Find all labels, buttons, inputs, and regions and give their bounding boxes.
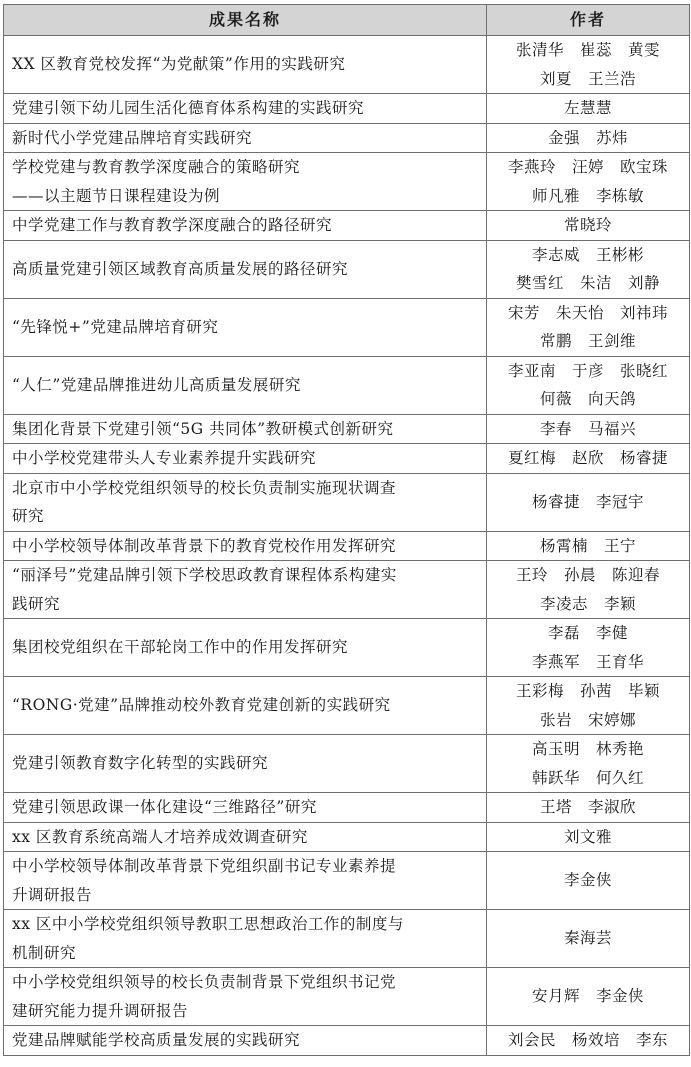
table-row bbox=[4, 735, 690, 793]
table-row bbox=[4, 1026, 690, 1056]
authors-line: 李亚南 于彦 张晓红 bbox=[507, 361, 668, 380]
authors-line: 杨睿捷 李冠宇 bbox=[531, 492, 644, 511]
authors-line: 常鹏 王剑维 bbox=[539, 332, 636, 350]
result-title-cell bbox=[4, 153, 487, 211]
authors-cell bbox=[487, 852, 690, 910]
authors-line: 李春 马福兴 bbox=[539, 419, 636, 438]
authors-line: 王塔 李淑欣 bbox=[539, 798, 636, 816]
authors-line: 夏红梅 赵欣 杨睿捷 bbox=[507, 449, 668, 467]
authors-line: 刘文雅 bbox=[563, 827, 612, 846]
result-title-cell bbox=[4, 36, 487, 94]
authors-cell bbox=[487, 619, 690, 677]
table-row bbox=[4, 444, 690, 474]
result-title-cell bbox=[4, 619, 487, 677]
table-row bbox=[4, 123, 690, 153]
authors-cell bbox=[487, 968, 690, 1026]
authors-cell bbox=[487, 1026, 690, 1056]
authors-cell bbox=[487, 735, 690, 793]
result-title-cell bbox=[4, 444, 487, 474]
authors-cell bbox=[487, 414, 690, 444]
result-title-line: 中小学校党建带头人专业素养提升实践研究 bbox=[12, 449, 317, 467]
result-title-cell bbox=[4, 822, 487, 852]
result-title-line: 集团校党组织在干部轮岗工作中的作用发挥研究 bbox=[12, 638, 349, 657]
authors-cell bbox=[487, 211, 690, 241]
authors-line: 刘夏 王兰浩 bbox=[539, 69, 636, 88]
result-title-line: 党建品牌赋能学校高质量发展的实践研究 bbox=[12, 1031, 301, 1049]
table-row bbox=[4, 153, 690, 211]
result-title-line: “先锋悦+”党建品牌培育研究 bbox=[12, 317, 219, 336]
result-title-line: XX 区教育党校发挥“为党献策”作用的实践研究 bbox=[12, 55, 346, 74]
authors-cell bbox=[487, 561, 690, 619]
result-title-cell bbox=[4, 473, 487, 531]
authors-line: 王彩梅 孙茜 毕颖 bbox=[515, 682, 660, 700]
authors-line: 张清华 崔蕊 黄雯 bbox=[515, 41, 660, 59]
authors-cell bbox=[487, 473, 690, 531]
authors-line: 李燕玲 汪婷 欧宝珠 bbox=[507, 158, 668, 176]
authors-cell bbox=[487, 123, 690, 153]
table-row bbox=[4, 968, 690, 1026]
result-title-line: 集团化背景下党建引领“5G 共同体”教研模式创新研究 bbox=[12, 419, 394, 438]
authors-cell bbox=[487, 356, 690, 414]
result-title-line: 党建引领教育数字化转型的实践研究 bbox=[12, 754, 269, 773]
authors-cell bbox=[487, 298, 690, 356]
table-row bbox=[4, 619, 690, 677]
table-row bbox=[4, 910, 690, 968]
table-row bbox=[4, 677, 690, 735]
header-row bbox=[4, 5, 690, 36]
authors-line: 李志威 王彬彬 bbox=[531, 245, 644, 264]
table-row bbox=[4, 94, 690, 124]
table-row bbox=[4, 531, 690, 561]
result-title-cell bbox=[4, 123, 487, 153]
result-title-line: 研究 bbox=[12, 507, 45, 525]
authors-line: 张岩 宋婷娜 bbox=[539, 710, 636, 729]
result-title-cell bbox=[4, 1026, 487, 1056]
result-title-line: 升调研报告 bbox=[12, 885, 93, 904]
result-title-line: “丽泽号”党建品牌引领下学校思政教育课程体系构建实 bbox=[12, 566, 397, 584]
result-title-cell bbox=[4, 561, 487, 619]
result-title-line: 党建引领思政课一体化建设“三维路径”研究 bbox=[12, 798, 317, 816]
result-title-line: xx 区教育系统高端人才培养成效调查研究 bbox=[12, 827, 308, 846]
result-title-line: 党建引领下幼儿园生活化德育体系构建的实践研究 bbox=[12, 99, 365, 117]
results-table bbox=[3, 4, 690, 1056]
result-title-line: 学校党建与教育教学深度融合的策略研究 bbox=[12, 158, 301, 176]
result-title-cell bbox=[4, 94, 487, 124]
result-title-line: 践研究 bbox=[12, 594, 61, 613]
authors-cell bbox=[487, 910, 690, 968]
authors-line: 李金侠 bbox=[563, 871, 612, 890]
result-title-line: “人仁”党建品牌推进幼儿高质量发展研究 bbox=[12, 375, 301, 394]
result-title-line: 中小学校领导体制改革背景下的教育党校作用发挥研究 bbox=[12, 536, 397, 555]
result-title-cell bbox=[4, 414, 487, 444]
authors-line: 李凌志 李颖 bbox=[539, 594, 636, 613]
table-row bbox=[4, 356, 690, 414]
result-title-line: ——以主题节日课程建设为例 bbox=[12, 186, 221, 205]
authors-line: 宋芳 朱天怡 刘祎玮 bbox=[507, 303, 668, 322]
result-title-line: xx 区中小学校党组织领导教职工思想政治工作的制度与 bbox=[12, 915, 404, 933]
result-title-line: 新时代小学党建品牌培育实践研究 bbox=[12, 128, 253, 147]
table-row bbox=[4, 240, 690, 298]
result-title-line: 中小学校党组织领导的校长负责制背景下党组织书记党 bbox=[12, 973, 397, 991]
authors-line: 秦海芸 bbox=[563, 929, 612, 948]
table-body bbox=[4, 36, 690, 1056]
authors-line: 樊雪红 朱洁 刘静 bbox=[515, 274, 660, 292]
authors-cell bbox=[487, 240, 690, 298]
authors-cell bbox=[487, 822, 690, 852]
authors-line: 何薇 向天鸽 bbox=[539, 390, 636, 408]
authors-line: 高玉明 林秀艳 bbox=[531, 740, 644, 758]
result-title-cell bbox=[4, 356, 487, 414]
authors-line: 金强 苏炜 bbox=[547, 128, 628, 147]
result-title-line: 高质量党建引领区域教育高质量发展的路径研究 bbox=[12, 259, 349, 278]
authors-cell bbox=[487, 94, 690, 124]
authors-line: 韩跃华 何久红 bbox=[531, 768, 644, 787]
result-title-cell bbox=[4, 968, 487, 1026]
authors-line: 李燕军 王育华 bbox=[531, 652, 644, 671]
authors-line: 安月辉 李金侠 bbox=[531, 987, 644, 1006]
authors-cell bbox=[487, 153, 690, 211]
result-title-line: 北京市中小学校党组织领导的校长负责制实施现状调查 bbox=[12, 478, 397, 497]
result-title-line: 中学党建工作与教育教学深度融合的路径研究 bbox=[12, 216, 333, 234]
header-title: 成果名称 bbox=[4, 5, 487, 36]
authors-line: 王玲 孙晨 陈迎春 bbox=[515, 566, 660, 584]
table-row bbox=[4, 852, 690, 910]
table-row bbox=[4, 298, 690, 356]
result-title-cell bbox=[4, 793, 487, 823]
header-author: 作者 bbox=[487, 5, 690, 36]
result-title-line: 建研究能力提升调研报告 bbox=[12, 1001, 189, 1020]
result-title-cell bbox=[4, 298, 487, 356]
table-row bbox=[4, 414, 690, 444]
result-title-cell bbox=[4, 910, 487, 968]
authors-line: 李磊 李健 bbox=[547, 624, 628, 642]
table-row bbox=[4, 211, 690, 241]
authors-cell bbox=[487, 793, 690, 823]
authors-line: 常晓玲 bbox=[563, 216, 612, 234]
authors-line: 刘会民 杨效培 李东 bbox=[507, 1031, 668, 1049]
authors-cell bbox=[487, 677, 690, 735]
result-title-cell bbox=[4, 735, 487, 793]
result-title-line: 中小学校领导体制改革背景下党组织副书记专业素养提 bbox=[12, 857, 397, 875]
authors-line: 师凡雅 李栋敏 bbox=[531, 186, 644, 205]
result-title-cell bbox=[4, 852, 487, 910]
result-title-cell bbox=[4, 677, 487, 735]
authors-cell bbox=[487, 531, 690, 561]
table-header bbox=[4, 5, 690, 36]
table-row bbox=[4, 793, 690, 823]
table-row bbox=[4, 822, 690, 852]
table-row bbox=[4, 473, 690, 531]
authors-line: 杨霄楠 王宁 bbox=[539, 536, 636, 555]
authors-line: 左慧慧 bbox=[563, 99, 612, 117]
table-row bbox=[4, 36, 690, 94]
result-title-cell bbox=[4, 211, 487, 241]
authors-cell bbox=[487, 444, 690, 474]
authors-cell bbox=[487, 36, 690, 94]
table-row bbox=[4, 561, 690, 619]
result-title-cell bbox=[4, 531, 487, 561]
result-title-cell bbox=[4, 240, 487, 298]
result-title-line: 机制研究 bbox=[12, 943, 77, 962]
result-title-line: “RONG·党建”品牌推动校外教育党建创新的实践研究 bbox=[12, 696, 391, 715]
